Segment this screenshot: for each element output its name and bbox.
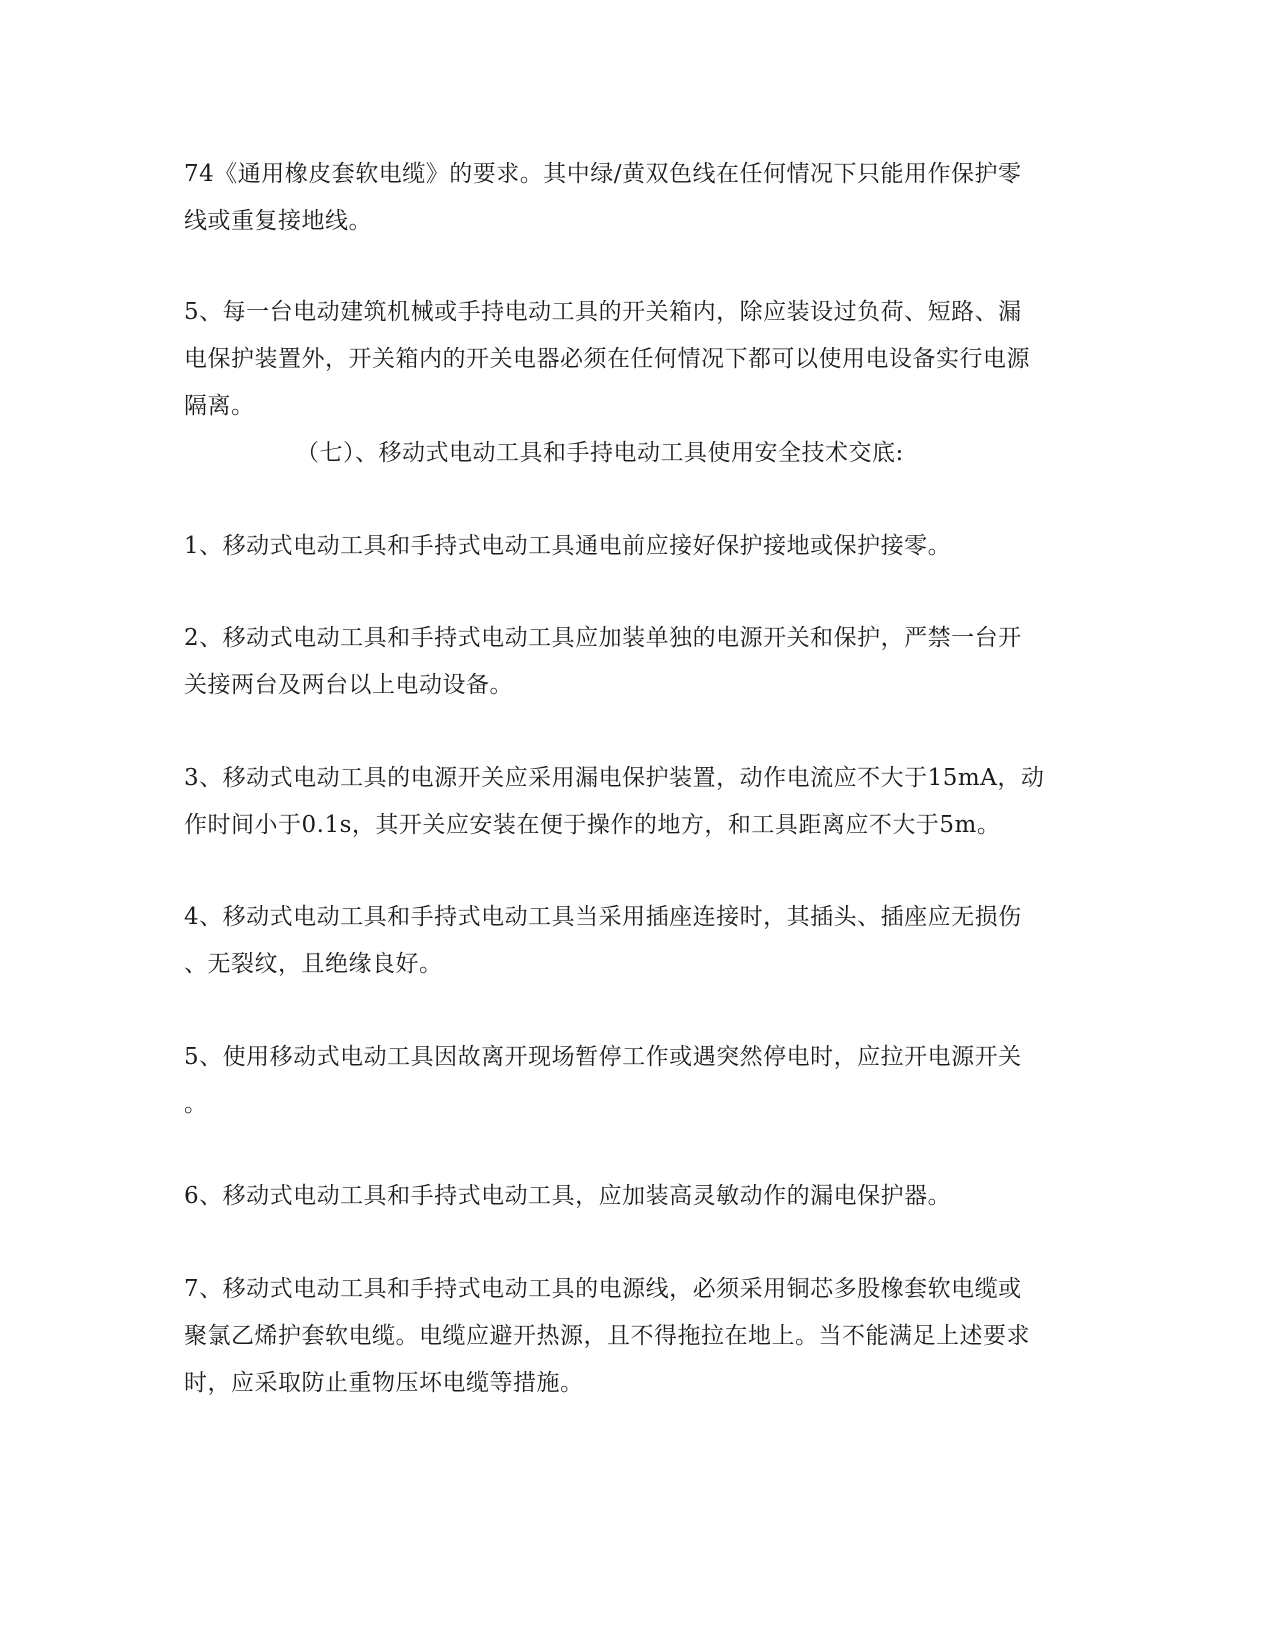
text-line: 5、每一台电动建筑机械或手持电动工具的开关箱内，除应装设过负荷、短路、漏 [184,299,1022,325]
text-line: 作时间小于0.1s，其开关应安装在便于操作的地方，和工具距离应不大于5m。 [184,812,1001,838]
text-line: 、无裂纹，且绝缘良好。 [184,951,443,977]
text-line: 5、使用移动式电动工具因故离开现场暂停工作或遇突然停电时，应拉开电源开关 [184,1044,1022,1070]
section-heading: （七）、移动式电动工具和手持电动工具使用安全技术交底: [296,440,904,466]
text-line: 2、移动式电动工具和手持式电动工具应加装单独的电源开关和保护，严禁一台开 [184,625,1022,651]
text-line: 4、移动式电动工具和手持式电动工具当采用插座连接时，其插头、插座应无损伤 [184,904,1022,930]
text-line: 线或重复接地线。 [184,208,372,234]
text-line: 6、移动式电动工具和手持式电动工具，应加装高灵敏动作的漏电保护器。 [184,1183,952,1209]
text-line: 。 [184,1091,208,1117]
text-line: 3、移动式电动工具的电源开关应采用漏电保护装置，动作电流应不大于15mA，动 [184,765,1045,791]
text-line: 聚氯乙烯护套软电缆。电缆应避开热源，且不得拖拉在地上。当不能满足上述要求 [184,1323,1030,1349]
text-line: 7、移动式电动工具和手持式电动工具的电源线，必须采用铜芯多股橡套软电缆或 [184,1276,1022,1302]
text-line: 时，应采取防止重物压坏电缆等措施。 [184,1370,584,1396]
text-line: 74《通用橡皮套软电缆》的要求。其中绿/黄双色线在任何情况下只能用作保护零 [184,161,1022,187]
text-line: 1、移动式电动工具和手持式电动工具通电前应接好保护接地或保护接零。 [184,533,952,559]
text-line: 电保护装置外，开关箱内的开关电器必须在任何情况下都可以使用电设备实行电源 [184,346,1030,372]
text-line: 关接两台及两台以上电动设备。 [184,672,513,698]
text-line: 隔离。 [184,393,255,419]
